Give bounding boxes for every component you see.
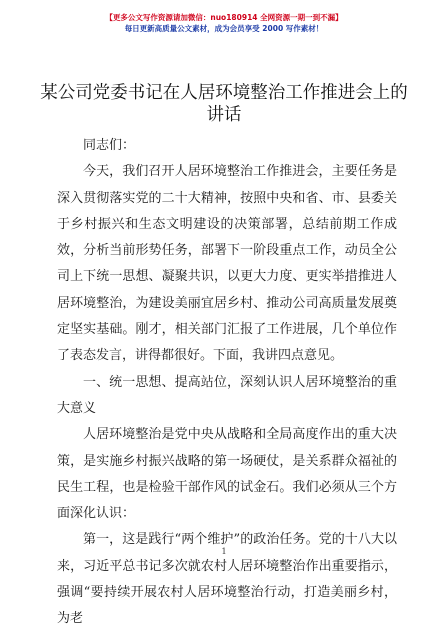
document-body — [57, 133, 397, 633]
body-paragraph: 今天，我们召开人居环境整治工作推进会，主要任务是深入贯彻落实党的二十大精神，按照中央和省、市、县委关于乡村振兴和生态文明建设的决策部署，总结前期工作成效，分析当前形势任务，部署下一阶段重点工作，动员全公司上下统一思想、凝聚共识，以更大力度、更实举措推进人居环境整治，为建设美丽宜居乡村、推动公司高质量发展奠定坚实基础。刚才，相关部门汇报了工作进展，几个单位作了表态发言，讲得都很好。下面，我讲四点意见。 — [57, 164, 397, 364]
body-paragraph: 第一，这是践行“两个维护”的政治任务。党的十八大以来，习近平总书记多次就农村人居环境整治作出重要指示，强调“要持续开展农村人居环境整治行动，打造美丽乡村，为老 — [57, 532, 397, 627]
promo-banner-line-2: 每日更新高质量公文素材，成为会员享受 2000 写作素材！ — [124, 24, 324, 33]
promo-banner-line-1: 【更多公文写作资源请加微信：nuo180914 全网资源一期一到不漏】 — [105, 13, 343, 22]
section-heading: 一、统一思想、提高站位，深刻认识人居环境整治的重大意义 — [57, 374, 397, 416]
promo-banner — [0, 12, 448, 34]
body-paragraph: 人居环境整治是党中央从战略和全局高度作出的重大决策，是实施乡村振兴战略的第一场硬仗，是关系群众福祉的民生工程，也是检验干部作风的试金石。我们必须从三个方面深化认识： — [57, 427, 397, 522]
page-number: 1 — [221, 547, 227, 556]
document-title: 某公司党委书记在人居环境整治工作推进会上的讲话 — [40, 83, 408, 125]
salutation: 同志们： — [83, 138, 136, 153]
